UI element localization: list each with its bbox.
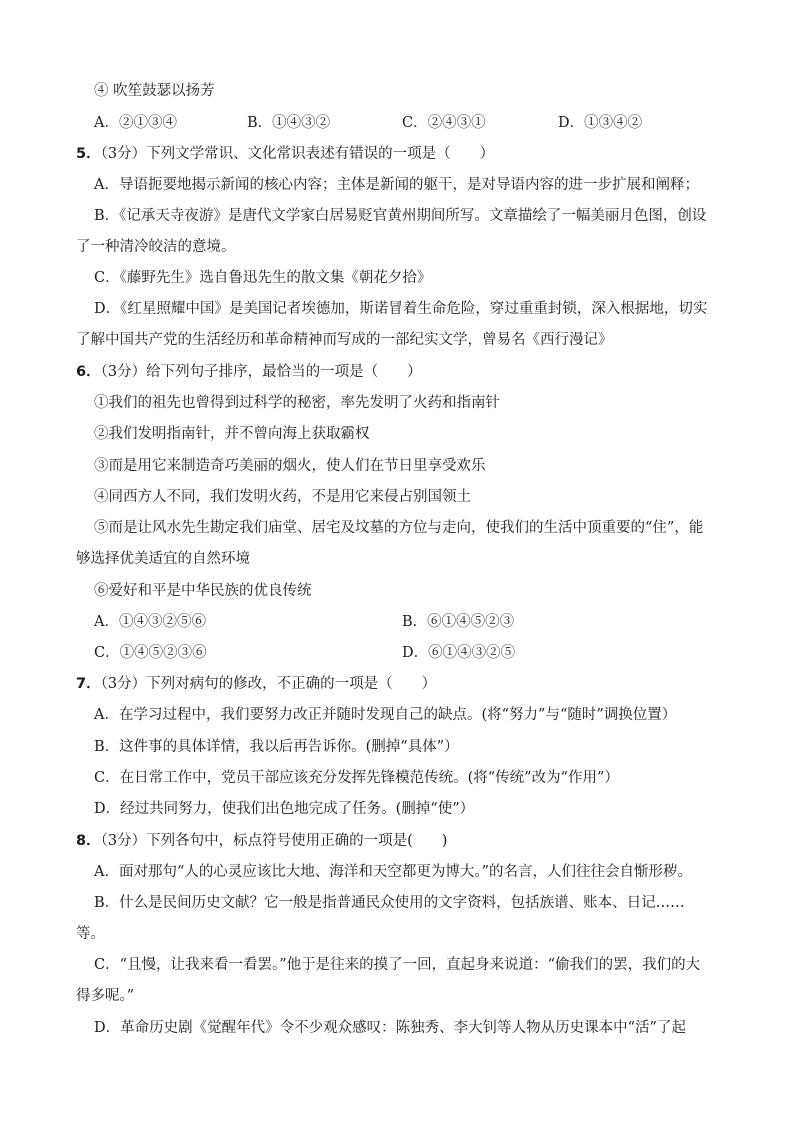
q5-option-d-line2: 了解中国共产党的生活经历和革命精神而写成的一部纪实文学，曾易名《西行漫记》 bbox=[76, 332, 613, 348]
q8-option-b-line1: B．什么是民间历史文献？它一般是指普通民众使用的文字资料，包括族谱、账本、日记…… bbox=[94, 895, 685, 911]
q8-option-a: A．面对那句“人的心灵应该比大地、海洋和天空都更为博大。”的名言，人们往往会自惭形秽。 bbox=[94, 864, 693, 880]
q6-option-a: A．①④③②⑤⑥ bbox=[94, 614, 206, 630]
q6-sentence-5-line1: ⑤而是让风水先生勘定我们庙堂、居宅及坟墓的方位与走向，使我们的生活中顶重要的“住”，能 bbox=[94, 520, 704, 536]
q5-option-a: A．导语扼要地揭示新闻的核心内容；主体是新闻的躯干，是对导语内容的进一步扩展和阐释； bbox=[94, 177, 699, 193]
q8-stem-text: （3分）下列各句中，标点符号使用正确的一项是( ) bbox=[100, 833, 448, 849]
q7-stem-text: （3分）下列对病句的修改，不正确的一项是（ ） bbox=[100, 676, 437, 692]
q5-stem bbox=[76, 144, 494, 164]
q4-option-d: D．①③④② bbox=[558, 115, 643, 131]
q7-stem bbox=[76, 674, 436, 694]
q6-option-d: D．⑥①④③②⑤ bbox=[402, 645, 516, 661]
q5-option-d-line1: D．《红星照耀中国》是美国记者埃德加，斯诺冒着生命危险，穿过重重封锁，深入根据地，切实 bbox=[94, 301, 708, 317]
q5-number: 5． bbox=[76, 146, 101, 162]
q6-sentence-4: ④同西方人不同，我们发明火药，不是用它来侵占别国领土 bbox=[94, 489, 471, 505]
q6-option-b: B．⑥①④⑤②③ bbox=[402, 614, 515, 630]
q7-number: 7． bbox=[76, 676, 101, 692]
q5-stem-text: （3分）下列文学常识、文化常识表述有错误的一项是（ ） bbox=[100, 146, 495, 162]
q4-item-4: ④ 吹笙鼓瑟以扬芳 bbox=[94, 83, 215, 99]
q6-stem-text: （3分）给下列句子排序，最恰当的一项是（ ） bbox=[100, 364, 422, 380]
q6-option-c: C．①④⑤②③⑥ bbox=[94, 645, 207, 661]
q6-sentence-6: ⑥爱好和平是中华民族的优良传统 bbox=[94, 583, 312, 599]
q4-option-c: C．②④③① bbox=[402, 115, 486, 131]
q7-option-c: C．在日常工作中，党员干部应该充分发挥先锋模范传统。(将“传统”改为“作用”） bbox=[94, 770, 619, 786]
q5-option-c: C．《藤野先生》选自鲁迅先生的散文集《朝花夕拾》 bbox=[94, 270, 432, 286]
q8-option-c-line1: C．“且慢，让我来看一看罢。”他于是往来的摸了一回，直起身来说道：“偷我们的罢，我们的大 bbox=[94, 957, 701, 973]
q8-option-c-line2: 得多呢。” bbox=[76, 988, 135, 1004]
q8-stem bbox=[76, 831, 447, 851]
q6-sentence-2: ②我们发明指南针，并不曾向海上获取霸权 bbox=[94, 426, 370, 442]
q5-option-b-line1: B．《记承天寺夜游》是唐代文学家白居易贬官黄州期间所写。文章描绘了一幅美丽月色图，创设 bbox=[94, 208, 707, 224]
q7-option-d: D．经过共同努力，使我们出色地完成了任务。(删掉“使”） bbox=[94, 801, 475, 817]
q6-sentence-5-line2: 够选择优美适宜的自然环境 bbox=[76, 551, 250, 567]
q8-option-d-line1: D．革命历史剧《觉醒年代》令不少观众感叹：陈独秀、李大钊等人物从历史课本中“活”了起 bbox=[94, 1020, 686, 1036]
q5-option-b-line2: 了一种清冷皎洁的意境。 bbox=[76, 239, 236, 255]
q4-option-a: A．②①③④ bbox=[94, 115, 177, 131]
q7-option-b: B．这件事的具体详情，我以后再告诉你。(删掉“具体”） bbox=[94, 739, 459, 755]
q8-number: 8． bbox=[76, 833, 101, 849]
q6-number: 6． bbox=[76, 364, 101, 380]
q6-stem bbox=[76, 362, 422, 382]
q7-option-a: A．在学习过程中，我们要努力改正并随时发现自己的缺点。(将“努力”与“随时”调换位置） bbox=[94, 707, 677, 723]
q4-option-b: B．①④③② bbox=[247, 115, 331, 131]
q6-sentence-1: ①我们的祖先也曾得到过科学的秘密，率先发明了火药和指南针 bbox=[94, 395, 500, 411]
q8-option-b-line2: 等。 bbox=[76, 926, 105, 942]
q6-sentence-3: ③而是用它来制造奇巧美丽的烟火，使人们在节日里享受欢乐 bbox=[94, 458, 486, 474]
